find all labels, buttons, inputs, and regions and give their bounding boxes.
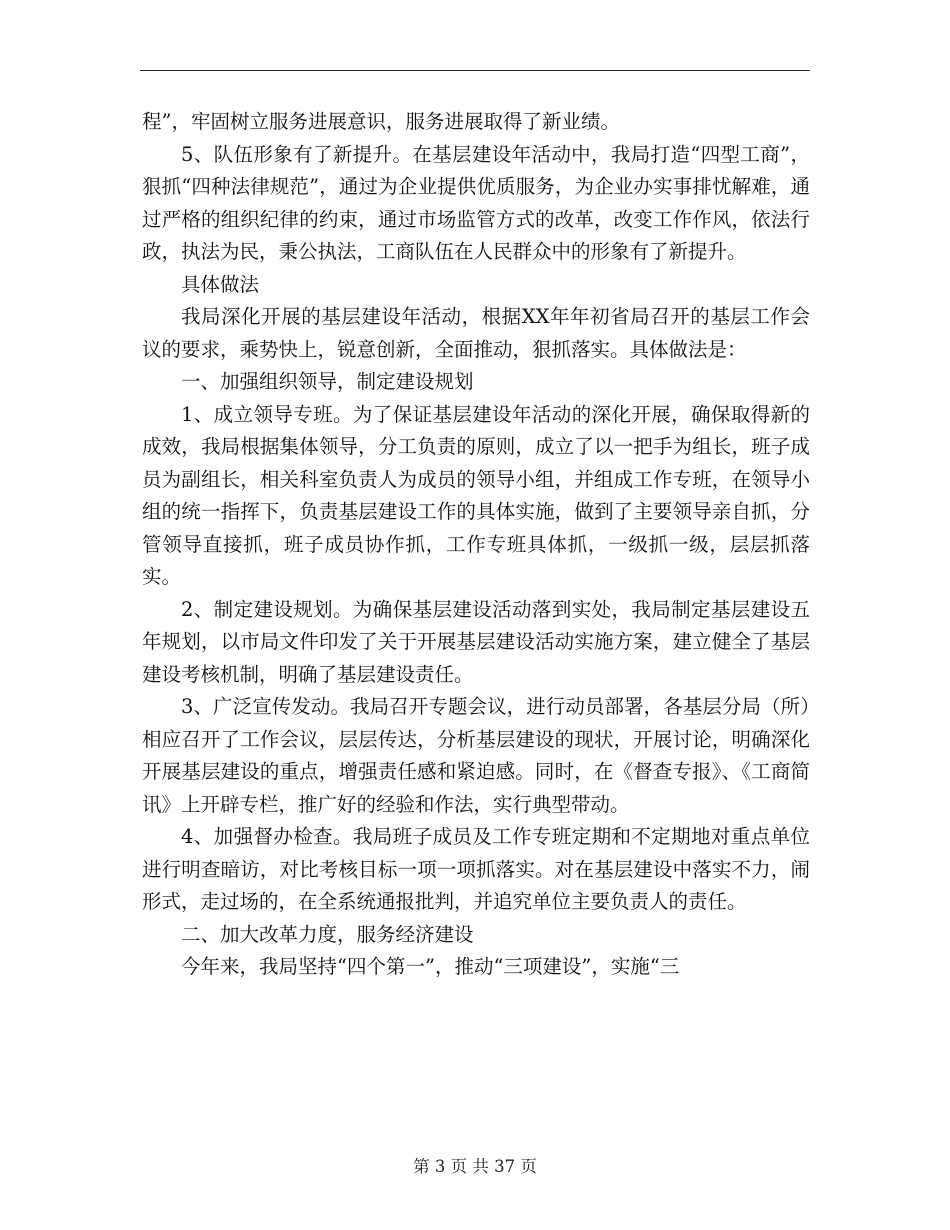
document-body <box>142 106 810 984</box>
paragraph: 5、队伍形象有了新提升。在基层建设年活动中，我局打造“四型工商”，狠抓“四种法律规范”，通过为企业提供优质服务，为企业办实事排忧解难，通过严格的组织纪律的约束，通过市场监管方式的改革，改变工作作风，依法行政，执法为民，秉公执法，工商队伍在人民群众中的形象有了新提升。 <box>142 142 810 263</box>
paragraph: 我局深化开展的基层建设年活动，根据XX年年初省局召开的基层工作会议的要求，乘势快上，锐意创新，全面推动，狠抓落实。具体做法是： <box>142 305 810 361</box>
paragraph: 今年来，我局坚持“四个第一”，推动“三项建设”，实施“三 <box>181 955 680 978</box>
section-heading: 二、加大改革力度，服务经济建设 <box>181 922 474 946</box>
header-rule <box>140 70 810 71</box>
section-heading: 具体做法 <box>181 272 260 296</box>
page-number-footer: 第 3 页 共 37 页 <box>413 1157 537 1176</box>
paragraph: 4、加强督办检查。我局班子成员及工作专班定期和不定期地对重点单位进行明查暗访，对比考核目标一项一项抓落实。对在基层建设中落实不力，闹形式，走过场的，在全系统通报批判，并追究单位主要负责人的责任。 <box>142 825 810 913</box>
paragraph: 程”，牢固树立服务进展意识，服务进展取得了新业绩。 <box>142 110 620 133</box>
section-heading: 一、加强组织领导，制定建设规划 <box>181 370 474 393</box>
paragraph: 2、制定建设规划。为确保基层建设活动落到实处，我局制定基层建设五年规划，以市局文件印发了关于开展基层建设活动实施方案，建立健全了基层建设考核机制，明确了基层建设责任。 <box>142 597 810 686</box>
paragraph: 1、成立领导专班。为了保证基层建设年活动的深化开展，确保取得新的成效，我局根据集体领导，分工负责的原则，成立了以一把手为组长，班子成员为副组长，相关科室负责人为成员的领导小组，并组成工作专班，在领导小组的统一指挥下，负责基层建设工作的具体实施，做到了主要领导亲自抓，分管领导直接抓，班子成员协作抓，工作专班具体抓，一级抓一级，层层抓落实。 <box>142 402 810 588</box>
paragraph: 3、广泛宣传发动。我局召开专题会议，进行动员部署，各基层分局（所）相应召开了工作会议，层层传达，分析基层建设的现状，开展讨论，明确深化开展基层建设的重点，增强责任感和紧迫感。同时，在《督查专报》、《工商简讯》上开辟专栏，推广好的经验和作法，实行典型带动。 <box>142 695 810 816</box>
